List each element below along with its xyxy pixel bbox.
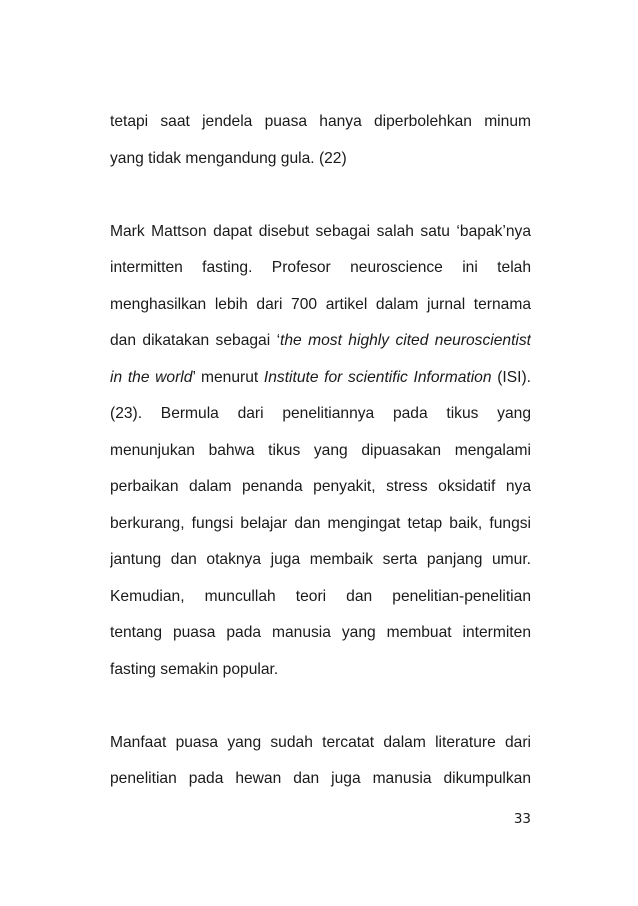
text-line (110, 761, 531, 798)
text-line (110, 250, 531, 287)
text-line (110, 469, 531, 506)
paragraph (110, 214, 531, 689)
text-segment: yang tidak mengandung gula. (22) (110, 149, 347, 167)
italic-text-segment: the most highly cited neuroscientist (280, 332, 531, 349)
text-segment: tetapi saat jendela puasa hanya diperbolehkan minum (110, 113, 531, 130)
text-segment: penelitian pada hewan dan juga manusia dikumpulkan (110, 770, 531, 787)
text-segment: (ISI). (491, 368, 531, 386)
text-line (110, 725, 531, 762)
text-segment: jantung dan otaknya juga membaik serta panjang umur. (110, 551, 531, 568)
text-segment: Mark Mattson dapat disebut sebagai salah satu ‘bapak’nya (110, 222, 531, 240)
text-line (110, 433, 531, 470)
text-line (110, 287, 531, 324)
text-segment: menunjukan bahwa tikus yang dipuasakan mengalami (110, 441, 531, 459)
text-segment: (23). Bermula dari penelitiannya pada tikus yang (110, 405, 531, 422)
text-segment: intermitten fasting. Profesor neuroscience ini telah (110, 259, 531, 276)
text-segment: menghasilkan lebih dari 700 artikel dalam jurnal ternama (110, 295, 531, 313)
text-segment: Manfaat puasa yang sudah tercatat dalam literature dari (110, 733, 531, 751)
text-segment: dan dikatakan sebagai ‘ (110, 332, 281, 349)
text-segment: Kemudian, muncullah teori dan penelitian-penelitian (110, 587, 531, 605)
paragraph-gap (110, 688, 531, 725)
italic-text-segment: in the world (110, 368, 193, 386)
page-number: 33 (513, 811, 531, 827)
text-segment: tentang puasa pada manusia yang membuat intermiten (110, 624, 531, 641)
text-line (110, 506, 531, 543)
paragraph (110, 104, 531, 177)
text-line (110, 396, 531, 433)
text-line (110, 214, 531, 251)
text-line (110, 652, 531, 689)
text-line (110, 360, 531, 397)
paragraph (110, 725, 531, 798)
text-segment: fasting semakin popular. (110, 660, 279, 678)
text-line (110, 104, 531, 141)
text-line (110, 579, 531, 616)
paragraph-gap (110, 177, 531, 214)
text-segment: berkurang, fungsi belajar dan mengingat tetap baik, fungsi (110, 514, 531, 532)
body-text (110, 104, 531, 798)
text-line (110, 323, 531, 360)
text-line (110, 141, 531, 178)
italic-text-segment: Institute for scientific Information (263, 368, 492, 386)
text-line (110, 542, 531, 579)
text-segment: perbaikan dalam penanda penyakit, stress oksidatif nya (110, 478, 531, 495)
text-segment: ’ menurut (192, 368, 264, 386)
text-line (110, 615, 531, 652)
